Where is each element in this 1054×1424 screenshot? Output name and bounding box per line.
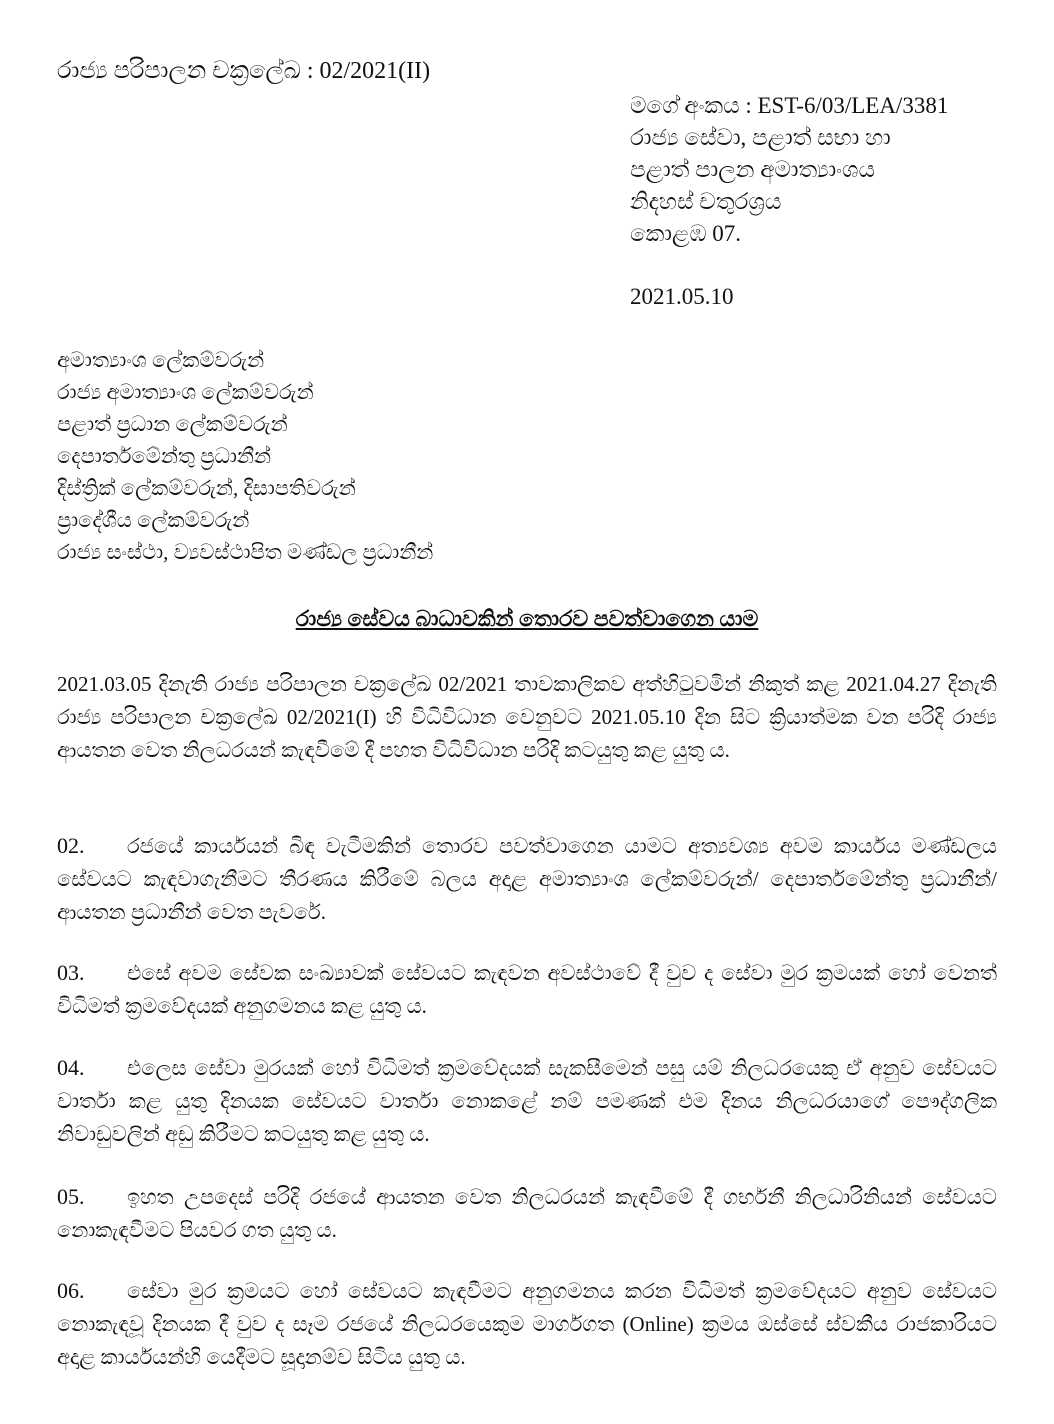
paragraph-number: 03.	[57, 960, 85, 985]
subject-text: රාජ්‍ය සේවය බාධාවකින් තොරව පවත්වාගෙන යාම	[295, 606, 759, 631]
circular-number: රාජ්‍ය පරිපාලන චක්‍රලේඛ : 02/2021(II)	[57, 58, 431, 84]
paragraph-text: සේවා මුර ක්‍රමයට හෝ සේවයට කැඳවීමට අනුගමනය කරන විධිමත් ක්‍රමවේදයට අනුව සේවයට නොකැඳවූ දිනයක දී වුව ද සෑම රජයේ නිලධරයෙකුම මාර්ගගත (Online) ක්‍රමය ඔස්සේ ස්වකීය රාජකාරියට අදාළ කාර්යයන්හි යෙදීමට සූදානම්ව සිටිය යුතු ය.	[57, 1279, 997, 1369]
subject-heading	[0, 604, 1054, 634]
issue-date: 2021.05.10	[630, 284, 734, 309]
recipient-item: දිස්ත්‍රික් ලේකම්වරුන්, දිසාපතිවරුන්	[57, 476, 356, 500]
building-name: නිදහස් චතුරශ්‍රය	[630, 189, 782, 214]
recipient-item: රාජ්‍ය සංස්ථා, ව්‍යවස්ථාපිත මණ්ඩල ප්‍රධානීන්	[57, 540, 434, 564]
paragraph-intro	[57, 668, 997, 767]
city-name: කොළඹ 07.	[630, 221, 741, 246]
reference-number: මගේ අංකය : EST-6/03/LEA/3381	[630, 93, 949, 118]
paragraph-number: 04.	[57, 1055, 85, 1080]
paragraph-number: 02.	[57, 833, 85, 858]
sender-address	[630, 90, 948, 250]
recipient-list	[57, 344, 433, 568]
paragraph-number: 06.	[57, 1278, 85, 1303]
paragraph-04	[57, 1051, 997, 1151]
paragraph-text: 2021.03.05 දිනැති රාජ්‍ය පරිපාලන චක්‍රලේඛ 02/2021 තාවකාලිකව අත්හිටුවමින් නිකුත් කළ 2021.04.27 දිනැති රාජ්‍ය පරිපාලන චක්‍රලේඛ 02/2021(I) හි විධිවිධාන වෙනුවට 2021.05.10 දින සිට ක්‍රියාත්මක වන පරිදි රාජ්‍ය ආයතන වෙත නිලධරයන් කැඳවීමේ දී පහත විධිවිධාන පරිදි කටයුතු කළ යුතු ය.	[57, 672, 997, 762]
paragraph-06	[57, 1274, 997, 1374]
paragraph-03	[57, 956, 997, 1023]
paragraph-text: එලෙස සේවා මුරයක් හෝ විධිමත් ක්‍රමවේදයක් සැකසීමෙන් පසු යම් නිලධරයෙකු ඒ අනුව සේවයට වාර්තා කළ යුතු දිනයක සේවයට වාර්තා නොකළේ නම් පමණක් එම දිනය නිලධරයාගේ පෞද්ගලික නිවාඩුවලින් අඩු කිරීමට කටයුතු කළ යුතු ය.	[57, 1056, 997, 1146]
recipient-item: අමාත්‍යාංශ ලේකම්වරුන්	[57, 348, 265, 372]
recipient-item: රාජ්‍ය අමාත්‍යාංශ ලේකම්වරුන්	[57, 380, 314, 404]
paragraph-text: රජයේ කාර්යයන් බිඳ වැටීමකින් තොරව පවත්වාගෙන යාමට අත්‍යවශ්‍ය අවම කාර්යය මණ්ඩලය සේවයට කැඳවාගැනීමට තීරණය කිරීමේ බලය අදාළ අමාත්‍යාංශ ලේකම්වරුන්/ දෙපාර්තමේන්තු ප්‍රධානීන්/ ආයතන ප්‍රධානීන් වෙත පැවරේ.	[57, 834, 997, 924]
paragraph-05	[57, 1180, 997, 1247]
paragraph-02	[57, 829, 997, 929]
paragraph-text: ඉහත උපදෙස් පරිදි රජයේ ආයතන වෙත නිලධරයන් කැඳවීමේ දී ගර්භනී නිලධාරිනියන් සේවයට නොකැඳවීමට පියවර ගත යුතු ය.	[57, 1185, 997, 1242]
recipient-item: ප්‍රාදේශීය ලේකම්වරුන්	[57, 508, 250, 532]
ministry-name-line1: රාජ්‍ය සේවා, පළාත් සභා හා	[630, 125, 891, 150]
ministry-name-line2: පළාත් පාලන අමාත්‍යාංශය	[630, 157, 875, 182]
recipient-item: පළාත් ප්‍රධාන ලේකම්වරුන්	[57, 412, 288, 436]
recipient-item: දෙපාර්තමේන්තු ප්‍රධානීන්	[57, 444, 272, 468]
paragraph-number: 05.	[57, 1184, 85, 1209]
paragraph-text: එසේ අවම සේවක සංඛ්‍යාවක් සේවයට කැඳවන අවස්ථාවේ දී වුව ද සේවා මුර ක්‍රමයක් හෝ වෙනත් විධිමත් ක්‍රමවේදයක් අනුගමනය කළ යුතු ය.	[57, 961, 997, 1018]
